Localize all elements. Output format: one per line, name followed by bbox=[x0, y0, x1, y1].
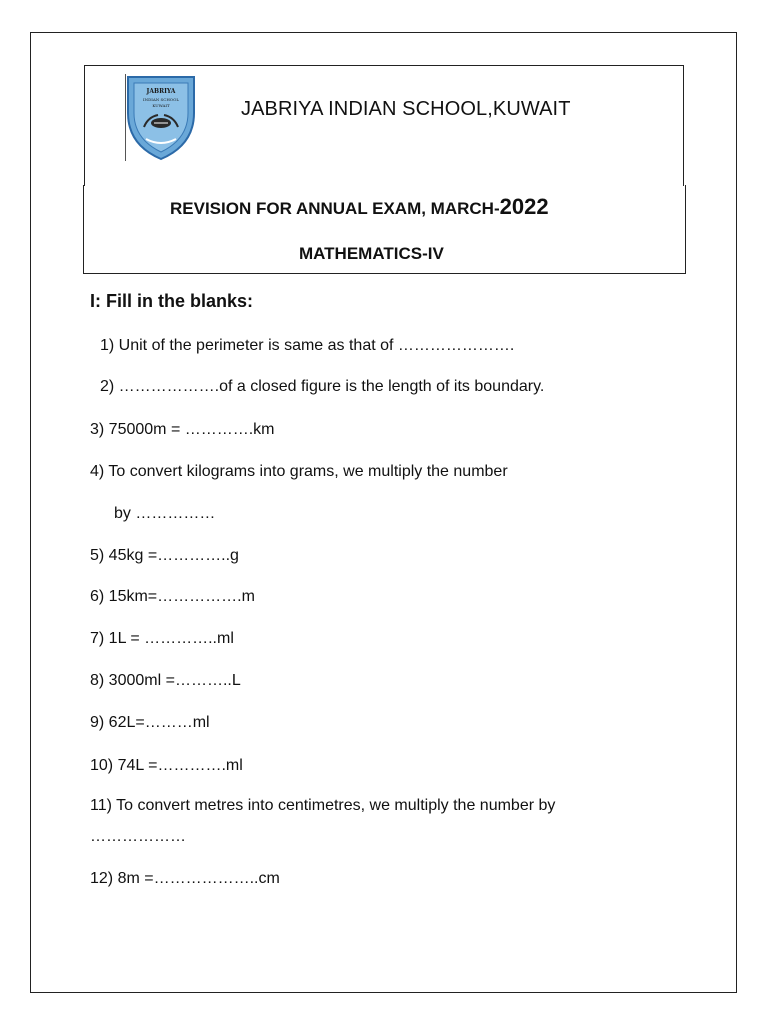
question-5: 5) 45kg =…………..g bbox=[90, 547, 239, 564]
question-9: 9) 62L=………ml bbox=[90, 714, 210, 731]
question-10: 10) 74L =………….ml bbox=[90, 757, 243, 774]
school-crest-icon bbox=[124, 73, 198, 161]
school-name: JABRIYA INDIAN SCHOOL,KUWAIT bbox=[241, 98, 571, 120]
question-12: 12) 8m =………………..cm bbox=[90, 870, 280, 887]
exam-title-text: REVISION FOR ANNUAL EXAM, MARCH- bbox=[170, 199, 500, 218]
exam-year: 2022 bbox=[499, 194, 549, 219]
question-4-continued: by …………… bbox=[114, 505, 216, 522]
section-title: I: Fill in the blanks: bbox=[90, 291, 254, 311]
logo-text-city: KUWAIT bbox=[152, 103, 170, 108]
question-1: 1) Unit of the perimeter is same as that of …………………. bbox=[100, 337, 515, 354]
question-6: 6) 15km=…………….m bbox=[90, 588, 255, 605]
exam-title bbox=[170, 194, 549, 220]
question-7: 7) 1L = …………..ml bbox=[90, 630, 234, 647]
subject-title: MATHEMATICS-IV bbox=[299, 244, 444, 263]
question-11-continued: ……………… bbox=[90, 828, 186, 845]
logo-text-top: JABRIYA bbox=[146, 88, 176, 95]
question-3: 3) 75000m = ………….km bbox=[90, 421, 275, 438]
question-2: 2) ……………….of a closed figure is the length of its boundary. bbox=[100, 378, 545, 395]
question-4: 4) To convert kilograms into grams, we multiply the number bbox=[90, 463, 508, 480]
question-8: 8) 3000ml =………..L bbox=[90, 672, 241, 689]
question-11: 11) To convert metres into centimetres, we multiply the number by bbox=[90, 797, 556, 814]
logo-text-mid: INDIAN SCHOOL bbox=[142, 97, 180, 102]
